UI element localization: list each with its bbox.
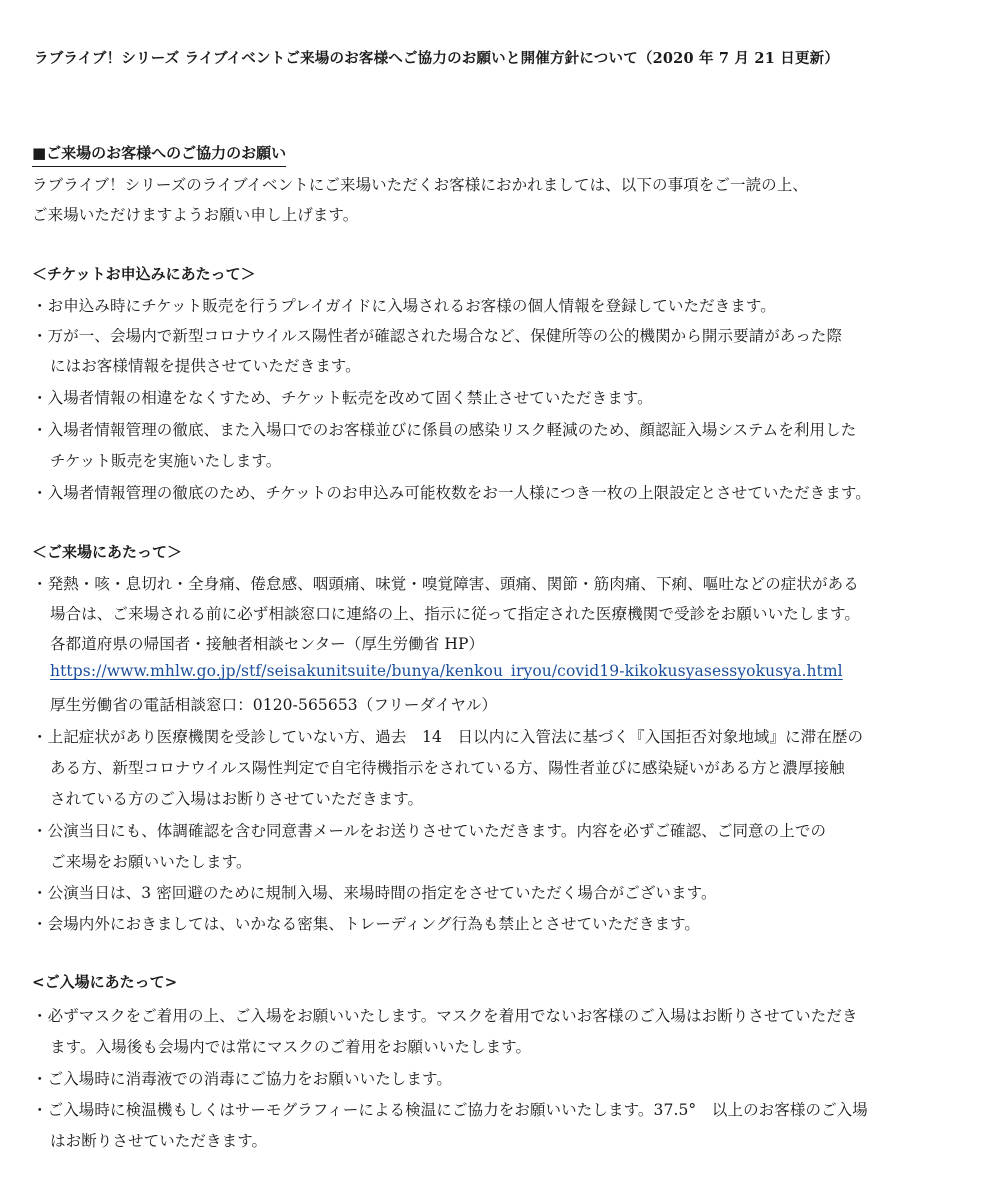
ticket-line: にはお客様情報を提供させていただきます。 — [50, 357, 361, 375]
ticket-line: ・お申込み時にチケット販売を行うプレイガイドに入場されるお客様の個人情報を登録していただきます。 — [32, 297, 776, 315]
ticket-line: ・万が一、会場内で新型コロナウイルス陽性者が確認された場合など、保健所等の公的機関から開示要請があった際 — [32, 327, 843, 345]
visit-line: ・公演当日にも、体調確認を含む同意書メールをお送りさせていただきます。内容を必ずご確認、ご同意の上での — [32, 822, 827, 840]
visit-line: ある方、新型コロナウイルス陽性判定で自宅待機指示をされている方、陽性者並びに感染疑いがある方と濃厚接触 — [50, 759, 845, 777]
intro-line: ラブライブ！シリーズのライブイベントにご来場いただくお客様におかれましては、以下の事項をご一読の上、 — [32, 176, 808, 194]
visit-line: ・会場内外におきましては、いかなる密集、トレーディング行為も禁止とさせていただきます。 — [32, 915, 701, 933]
entry-section-heading: <ご入場にあたって> — [32, 973, 178, 991]
visit-section-heading: ＜ご来場にあたって＞ — [32, 543, 183, 561]
visit-line: されている方のご入場はお断りさせていただきます。 — [50, 790, 424, 808]
ticket-line: ・入場者情報管理の徹底のため、チケットのお申込み可能枚数をお一人様につき一枚の上限設定とさせていただきます。 — [32, 484, 871, 502]
visit-line: ご来場をお願いいたします。 — [50, 853, 252, 871]
visit-line: ・上記症状があり医療機関を受診していない方、過去 14 日以内に入管法に基づく『入国拒否対象地域』に滞在歴の — [32, 728, 864, 746]
ticket-line: ・入場者情報管理の徹底、また入場口でのお客様並びに係員の感染リスク軽減のため、顔認証入場システムを利用した — [32, 421, 857, 439]
entry-line: ます。入場後も会場内では常にマスクのご着用をお願いいたします。 — [50, 1038, 532, 1056]
ticket-line: チケット販売を実施いたします。 — [50, 452, 282, 470]
entry-line: ・ご入場時に消毒液での消毒にご協力をお願いいたします。 — [32, 1070, 452, 1088]
entry-line: はお断りさせていただきます。 — [50, 1132, 268, 1150]
intro-heading: ■ご来場のお客様へのご協力のお願い — [32, 142, 286, 167]
mhlw-consultation-link[interactable]: https://www.mhlw.go.jp/stf/seisakunitsuite/bunya/kenkou_iryou/covid19-kikokusyasessyokusya.html — [50, 662, 843, 680]
document-title: ラブライブ！シリーズ ライブイベントご来場のお客様へご協力のお願いと開催方針について（2020 年 7 月 21 日更新） — [34, 50, 840, 67]
entry-line: ・必ずマスクをご着用の上、ご入場をお願いいたします。マスクを着用でないお客様のご入場はお断りさせていただき — [32, 1007, 858, 1025]
visit-line: 場合は、ご来場される前に必ず相談窓口に連絡の上、指示に従って指定された医療機関で受診をお願いいたします。 — [50, 605, 860, 623]
visit-line: ・公演当日は、3 密回避のために規制入場、来場時間の指定をさせていただく場合がございます。 — [32, 884, 717, 902]
ticket-line: ・入場者情報の相違をなくすため、チケット転売を改めて固く禁止させていただきます。 — [32, 389, 653, 407]
visit-line: 厚生労働省の電話相談窓口：0120-565653（フリーダイヤル） — [50, 696, 498, 714]
visit-line: 各都道府県の帰国者・接触者相談センター（厚生労働省 HP） — [50, 635, 485, 653]
visit-line: ・発熱・咳・息切れ・全身痛、倦怠感、咽頭痛、味覚・嗅覚障害、頭痛、関節・筋肉痛、下痢、嘔吐などの症状がある — [32, 575, 859, 593]
ticket-section-heading: ＜チケットお申込みにあたって＞ — [32, 265, 256, 283]
entry-line: ・ご入場時に検温機もしくはサーモグラフィーによる検温にご協力をお願いいたします。37.5° 以上のお客様のご入場 — [32, 1101, 868, 1119]
intro-line: ご来場いただけますようお願い申し上げます。 — [32, 206, 359, 224]
